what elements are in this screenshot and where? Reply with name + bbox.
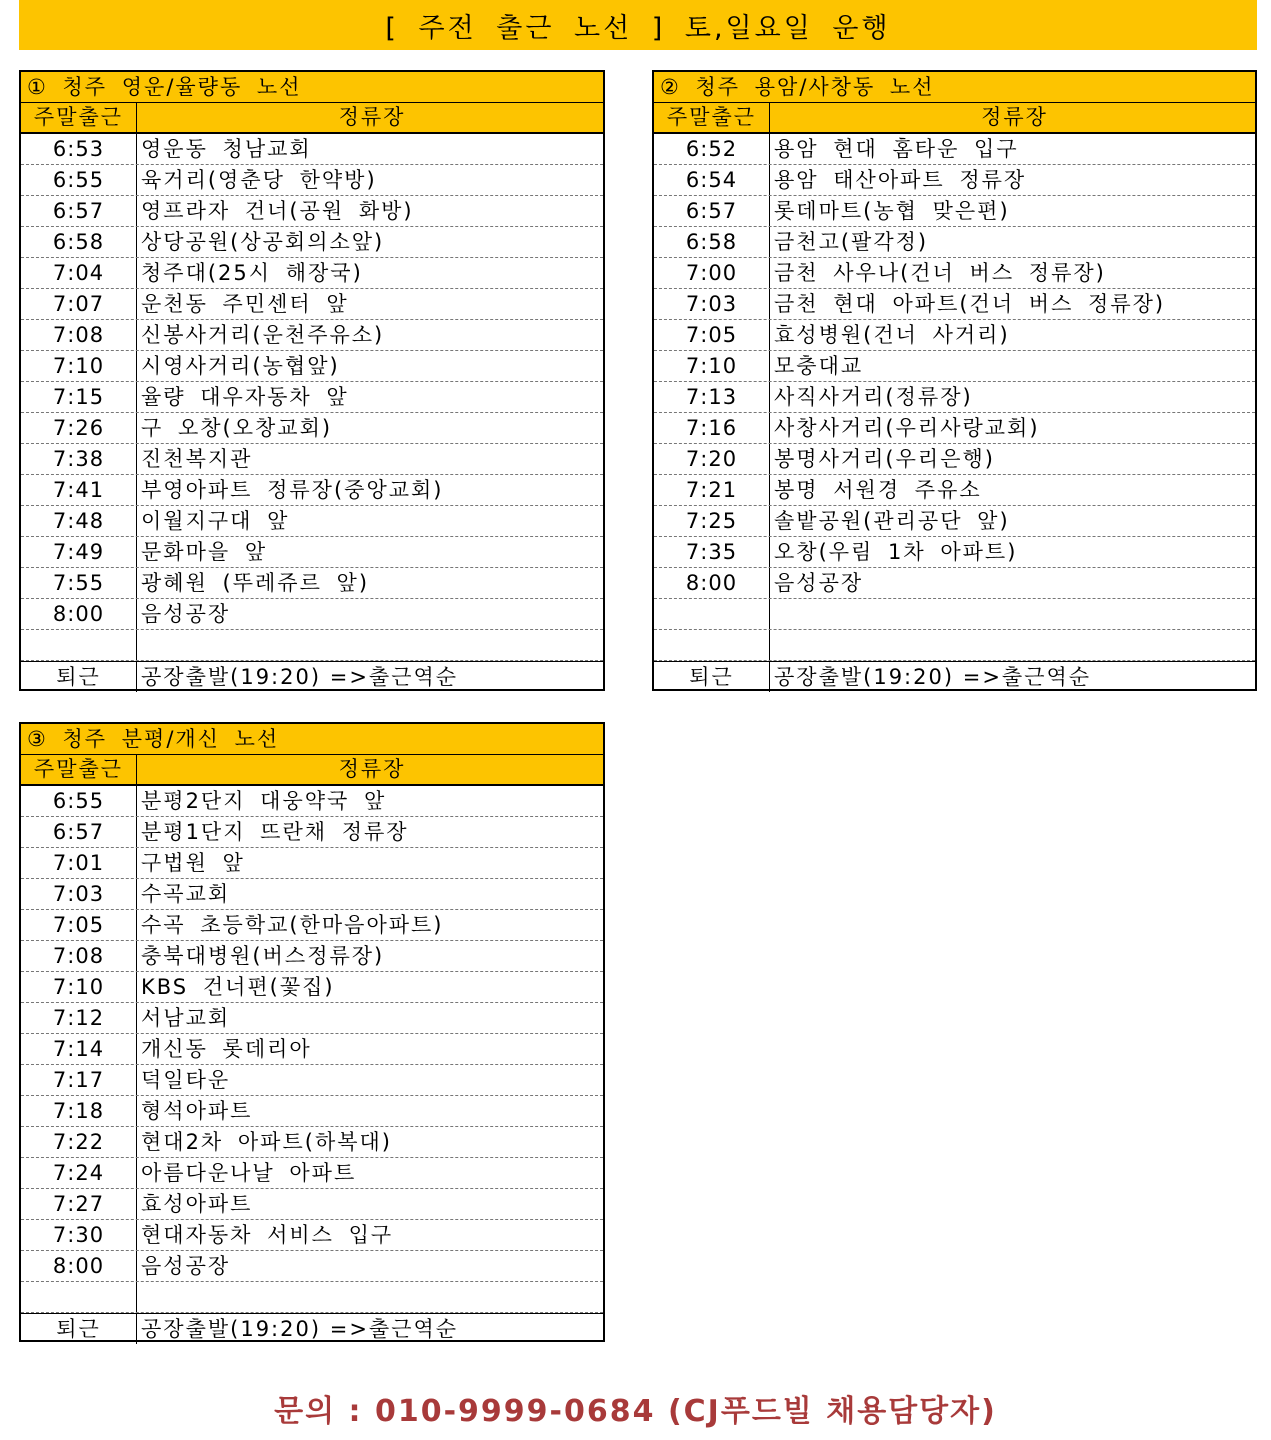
row-time: 6:58 bbox=[654, 227, 770, 257]
row-time: 6:55 bbox=[21, 165, 137, 195]
table-row bbox=[654, 165, 1255, 196]
row-time: 7:26 bbox=[21, 413, 137, 443]
row-stop: 신봉사거리(운천주유소) bbox=[141, 323, 385, 347]
row-time: 7:14 bbox=[21, 1034, 137, 1064]
row-time: 7:38 bbox=[21, 444, 137, 474]
row-time: 7:10 bbox=[21, 351, 137, 381]
table-row bbox=[21, 1251, 603, 1282]
row-stop: 시영사거리(농협앞) bbox=[141, 354, 340, 378]
header-stop: 정류장 bbox=[338, 105, 406, 129]
table-row bbox=[654, 351, 1255, 382]
footer-label: 퇴근 bbox=[654, 662, 770, 692]
row-time: 8:00 bbox=[21, 599, 137, 629]
row-stop bbox=[770, 630, 1255, 660]
table-row bbox=[21, 289, 603, 320]
row-stop: 영프라자 건너(공원 화방) bbox=[141, 199, 414, 223]
row-stop: 영운동 청남교회 bbox=[141, 137, 312, 161]
row-stop: 부영아파트 정류장(중앙교회) bbox=[141, 478, 444, 502]
row-stop: 형석아파트 bbox=[141, 1099, 253, 1123]
table-row bbox=[21, 568, 603, 599]
contact-info: 문의 : 010-9999-0684 (CJ푸드빌 채용담당자) bbox=[274, 1394, 997, 1429]
row-stop: 아름다운나날 아파트 bbox=[141, 1161, 357, 1185]
table-row bbox=[654, 289, 1255, 320]
row-stop bbox=[770, 599, 1255, 629]
route-footer bbox=[21, 661, 603, 692]
table-row bbox=[21, 786, 603, 817]
table-row bbox=[21, 537, 603, 568]
row-stop: 봉명사거리(우리은행) bbox=[774, 447, 995, 471]
row-stop: 진천복지관 bbox=[141, 447, 253, 471]
row-time bbox=[21, 1282, 137, 1312]
row-stop: 청주대(25시 해장국) bbox=[141, 261, 363, 285]
row-time: 7:05 bbox=[654, 320, 770, 350]
row-stop: 개신동 롯데리아 bbox=[141, 1037, 312, 1061]
footer-label: 퇴근 bbox=[21, 662, 137, 692]
table-row bbox=[21, 941, 603, 972]
table-row bbox=[21, 444, 603, 475]
route-table-3 bbox=[19, 722, 605, 1342]
row-time: 7:15 bbox=[21, 382, 137, 412]
row-stop: 봉명 서원경 주유소 bbox=[774, 478, 982, 502]
table-row bbox=[21, 1189, 603, 1220]
table-row bbox=[654, 258, 1255, 289]
row-time: 7:30 bbox=[21, 1220, 137, 1250]
row-time: 6:52 bbox=[654, 134, 770, 164]
row-stop: 금천 현대 아파트(건너 버스 정류장) bbox=[774, 292, 1166, 316]
row-time: 7:18 bbox=[21, 1096, 137, 1126]
header-time: 주말출근 bbox=[21, 755, 137, 784]
row-stop: 용암 현대 홈타운 입구 bbox=[774, 137, 1019, 161]
row-time: 7:03 bbox=[21, 879, 137, 909]
table-row bbox=[21, 196, 603, 227]
row-time bbox=[654, 630, 770, 660]
table-row bbox=[21, 413, 603, 444]
row-time: 8:00 bbox=[654, 568, 770, 598]
table-row bbox=[654, 320, 1255, 351]
route-title: ① 청주 영운/율량동 노선 bbox=[21, 72, 603, 103]
row-time: 7:17 bbox=[21, 1065, 137, 1095]
table-row bbox=[21, 879, 603, 910]
row-stop: 충북대병원(버스정류장) bbox=[141, 944, 385, 968]
row-stop: 분평1단지 뜨란채 정류장 bbox=[141, 820, 409, 844]
header-stop: 정류장 bbox=[981, 105, 1048, 129]
row-time: 7:08 bbox=[21, 320, 137, 350]
route-table-2 bbox=[652, 70, 1257, 691]
table-row bbox=[21, 1003, 603, 1034]
footer-text: 공장출발(19:20) =>출근역순 bbox=[774, 665, 1092, 689]
row-stop: 롯데마트(농협 맞은편) bbox=[774, 199, 1010, 223]
route-table-1 bbox=[19, 70, 605, 691]
table-row bbox=[21, 1158, 603, 1189]
row-time: 6:57 bbox=[21, 196, 137, 226]
row-stop: 수곡교회 bbox=[141, 882, 231, 906]
route-header bbox=[21, 755, 603, 786]
footer-text: 공장출발(19:20) =>출근역순 bbox=[141, 665, 459, 689]
row-time: 7:00 bbox=[654, 258, 770, 288]
table-row bbox=[21, 134, 603, 165]
table-row bbox=[21, 1065, 603, 1096]
row-time: 7:04 bbox=[21, 258, 137, 288]
table-row bbox=[654, 134, 1255, 165]
header-time: 주말출근 bbox=[654, 103, 770, 132]
table-row bbox=[21, 1220, 603, 1251]
row-stop: 모충대교 bbox=[774, 354, 864, 378]
banner-title: [ 주전 출근 노선 ] 토,일요일 운행 bbox=[385, 12, 891, 44]
table-row bbox=[21, 1096, 603, 1127]
table-row bbox=[654, 537, 1255, 568]
row-time: 7:21 bbox=[654, 475, 770, 505]
row-time: 7:13 bbox=[654, 382, 770, 412]
row-time: 6:57 bbox=[21, 817, 137, 847]
table-row bbox=[21, 475, 603, 506]
row-stop: 육거리(영춘당 한약방) bbox=[141, 168, 377, 192]
page-banner bbox=[19, 0, 1257, 50]
footer-text: 공장출발(19:20) =>출근역순 bbox=[141, 1317, 459, 1341]
table-row bbox=[654, 227, 1255, 258]
row-stop: 현대자동차 서비스 입구 bbox=[141, 1223, 394, 1247]
row-stop: 금천 사우나(건너 버스 정류장) bbox=[774, 261, 1106, 285]
table-row bbox=[21, 1282, 603, 1313]
row-time: 6:53 bbox=[21, 134, 137, 164]
row-stop: 사창사거리(우리사랑교회) bbox=[774, 416, 1040, 440]
row-stop: 구법원 앞 bbox=[141, 851, 245, 875]
row-time: 7:48 bbox=[21, 506, 137, 536]
row-time: 7:08 bbox=[21, 941, 137, 971]
table-row bbox=[21, 351, 603, 382]
table-row bbox=[654, 475, 1255, 506]
row-stop: 수곡 초등학교(한마음아파트) bbox=[141, 913, 444, 937]
table-row bbox=[654, 599, 1255, 630]
route-title: ③ 청주 분평/개신 노선 bbox=[21, 724, 603, 755]
route-header bbox=[654, 103, 1255, 134]
row-time bbox=[21, 630, 137, 660]
footer-label: 퇴근 bbox=[21, 1314, 137, 1344]
route-title: ② 청주 용암/사창동 노선 bbox=[654, 72, 1255, 103]
row-time: 6:55 bbox=[21, 786, 137, 816]
table-row bbox=[21, 972, 603, 1003]
header-stop: 정류장 bbox=[338, 757, 406, 781]
row-stop: 효성아파트 bbox=[141, 1192, 253, 1216]
row-stop: 운천동 주민센터 앞 bbox=[141, 292, 349, 316]
row-time: 7:49 bbox=[21, 537, 137, 567]
row-time: 7:16 bbox=[654, 413, 770, 443]
row-stop: 효성병원(건너 사거리) bbox=[774, 323, 1010, 347]
row-time: 6:54 bbox=[654, 165, 770, 195]
table-row bbox=[21, 227, 603, 258]
row-stop: 현대2차 아파트(하복대) bbox=[141, 1130, 392, 1154]
row-time: 7:10 bbox=[21, 972, 137, 1002]
row-stop: KBS 건너편(꽃집) bbox=[141, 975, 335, 999]
table-row bbox=[654, 630, 1255, 661]
row-time: 7:07 bbox=[21, 289, 137, 319]
table-row bbox=[21, 599, 603, 630]
row-stop: 음성공장 bbox=[141, 602, 231, 626]
row-stop: 솔밭공원(관리공단 앞) bbox=[774, 509, 1010, 533]
row-stop: 용암 태산아파트 정류장 bbox=[774, 168, 1027, 192]
row-stop: 율량 대우자동차 앞 bbox=[141, 385, 349, 409]
row-time: 8:00 bbox=[21, 1251, 137, 1281]
table-row bbox=[21, 1034, 603, 1065]
row-stop bbox=[137, 630, 603, 660]
row-stop: 오창(우림 1차 아파트) bbox=[774, 540, 1018, 564]
row-time: 7:27 bbox=[21, 1189, 137, 1219]
row-time bbox=[654, 599, 770, 629]
row-time: 7:03 bbox=[654, 289, 770, 319]
row-stop: 광혜원 (뚜레쥬르 앞) bbox=[141, 571, 370, 595]
table-row bbox=[21, 506, 603, 537]
table-row bbox=[21, 258, 603, 289]
table-row bbox=[654, 196, 1255, 227]
row-time: 7:05 bbox=[21, 910, 137, 940]
row-time: 7:41 bbox=[21, 475, 137, 505]
table-row bbox=[654, 444, 1255, 475]
row-stop bbox=[137, 1282, 603, 1312]
row-stop: 음성공장 bbox=[774, 571, 864, 595]
route-header bbox=[21, 103, 603, 134]
row-time: 7:55 bbox=[21, 568, 137, 598]
row-time: 7:25 bbox=[654, 506, 770, 536]
row-time: 6:57 bbox=[654, 196, 770, 226]
row-stop: 금천고(팔각정) bbox=[774, 230, 929, 254]
table-row bbox=[21, 630, 603, 661]
row-stop: 사직사거리(정류장) bbox=[774, 385, 973, 409]
table-row bbox=[21, 848, 603, 879]
row-stop: 이월지구대 앞 bbox=[141, 509, 290, 533]
row-time: 7:12 bbox=[21, 1003, 137, 1033]
table-row bbox=[21, 1127, 603, 1158]
row-stop: 상당공원(상공회의소앞) bbox=[141, 230, 385, 254]
table-row bbox=[654, 413, 1255, 444]
header-time: 주말출근 bbox=[21, 103, 137, 132]
table-row bbox=[21, 910, 603, 941]
row-stop: 덕일타운 bbox=[141, 1068, 231, 1092]
row-stop: 서남교회 bbox=[141, 1006, 231, 1030]
table-row bbox=[21, 320, 603, 351]
row-stop: 구 오창(오창교회) bbox=[141, 416, 333, 440]
table-row bbox=[21, 382, 603, 413]
table-row bbox=[21, 817, 603, 848]
table-row bbox=[654, 382, 1255, 413]
table-row bbox=[654, 568, 1255, 599]
row-stop: 문화마을 앞 bbox=[141, 540, 268, 564]
row-time: 7:10 bbox=[654, 351, 770, 381]
route-footer bbox=[21, 1313, 603, 1344]
row-time: 7:22 bbox=[21, 1127, 137, 1157]
row-stop: 분평2단지 대웅약국 앞 bbox=[141, 789, 387, 813]
row-time: 7:24 bbox=[21, 1158, 137, 1188]
row-time: 7:20 bbox=[654, 444, 770, 474]
row-stop: 음성공장 bbox=[141, 1254, 231, 1278]
table-row bbox=[21, 165, 603, 196]
row-time: 7:35 bbox=[654, 537, 770, 567]
row-time: 6:58 bbox=[21, 227, 137, 257]
route-footer bbox=[654, 661, 1255, 692]
table-row bbox=[654, 506, 1255, 537]
row-time: 7:01 bbox=[21, 848, 137, 878]
